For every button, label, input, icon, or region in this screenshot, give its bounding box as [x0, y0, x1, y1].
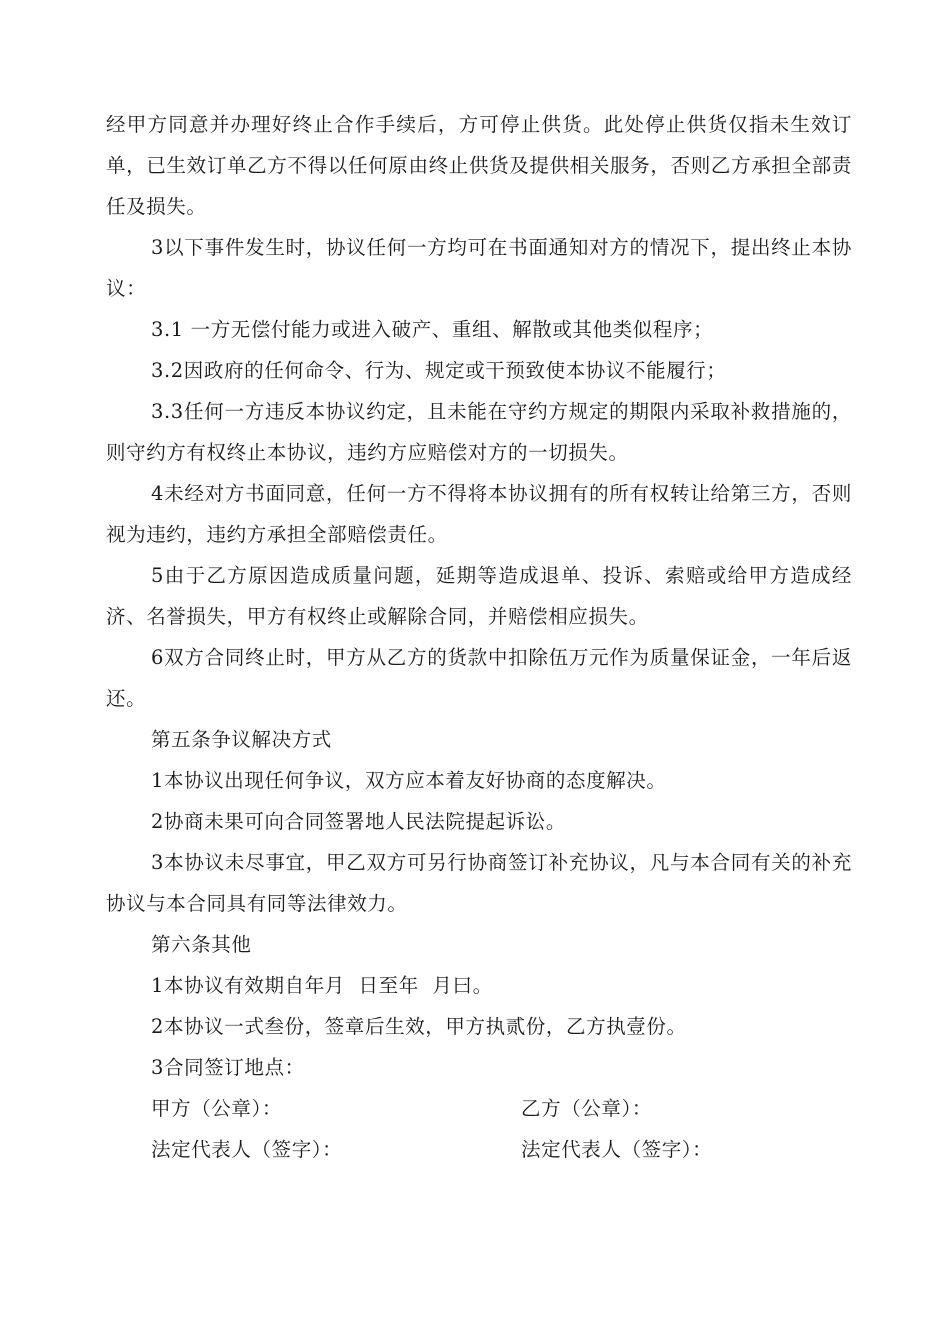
- paragraph-other-1: 1本协议有效期自年月 日至年 月曰。: [151, 974, 493, 997]
- party-b-seal-label: 乙方（公章）：: [521, 1097, 652, 1120]
- signature-row-seal: [151, 1088, 852, 1129]
- paragraph-other-2: 2本协议一式叁份，签章后生效，甲方执贰份，乙方执壹份。: [151, 1015, 687, 1038]
- paragraph-dispute-1: 1本协议出现任何争议，双方应本着友好协商的态度解决。: [151, 769, 667, 792]
- section-heading-dispute-resolution: 第五条争议解决方式: [151, 728, 332, 751]
- paragraph-termination-continued: 经甲方同意并办理好终止合作手续后，方可停止供货。此处停止供货仅指未生效订单，已生效订单乙方不得以任何原由终止供货及提供相关服务，否则乙方承担全部责任及损失。: [106, 113, 852, 218]
- paragraph-dispute-3: 3本协议未尽事宜，甲乙双方可另行协商签订补充协议，凡与本合同有关的补充协议与本合同具有同等法律效力。: [106, 851, 852, 915]
- paragraph-dispute-2: 2协商未果可向合同签署地人民法院提起诉讼。: [151, 810, 567, 833]
- party-b-representative-label: 法定代表人（签字）：: [521, 1138, 713, 1161]
- paragraph-clause-6: 6双方合同终止时，甲方从乙方的货款中扣除伍万元作为质量保证金，一年后返还。: [106, 646, 852, 710]
- signature-row-representative: [151, 1129, 852, 1170]
- paragraph-clause-5: 5由于乙方原因造成质量问题，延期等造成退单、投诉、索赔或给甲方造成经济、名誉损失，甲方有权终止或解除合同，并赔偿相应损失。: [106, 564, 852, 628]
- paragraph-other-3: 3合同签订地点：: [151, 1056, 305, 1079]
- section-heading-other: 第六条其他: [151, 933, 252, 956]
- contract-page: [106, 104, 852, 1170]
- party-a-representative-label: 法定代表人（签字）：: [151, 1138, 343, 1161]
- paragraph-clause-3-3: 3.3任何一方违反本协议约定，且未能在守约方规定的期限内采取补救措施的，则守约方有权终止本协议，违约方应赔偿对方的一切损失。: [106, 400, 852, 464]
- paragraph-clause-3-2: 3.2因政府的任何命令、行为、规定或干预致使本协议不能履行；: [151, 359, 727, 382]
- paragraph-clause-3: 3以下事件发生时，协议任何一方均可在书面通知对方的情况下，提出终止本协议：: [106, 236, 852, 300]
- paragraph-clause-3-1: 3.1 一方无偿付能力或进入破产、重组、解散或其他类似程序；: [151, 318, 714, 341]
- party-a-seal-label: 甲方（公章）：: [151, 1097, 282, 1120]
- paragraph-clause-4: 4未经对方书面同意，任何一方不得将本协议拥有的所有权转让给第三方，否则视为违约，违约方承担全部赔偿责任。: [106, 482, 852, 546]
